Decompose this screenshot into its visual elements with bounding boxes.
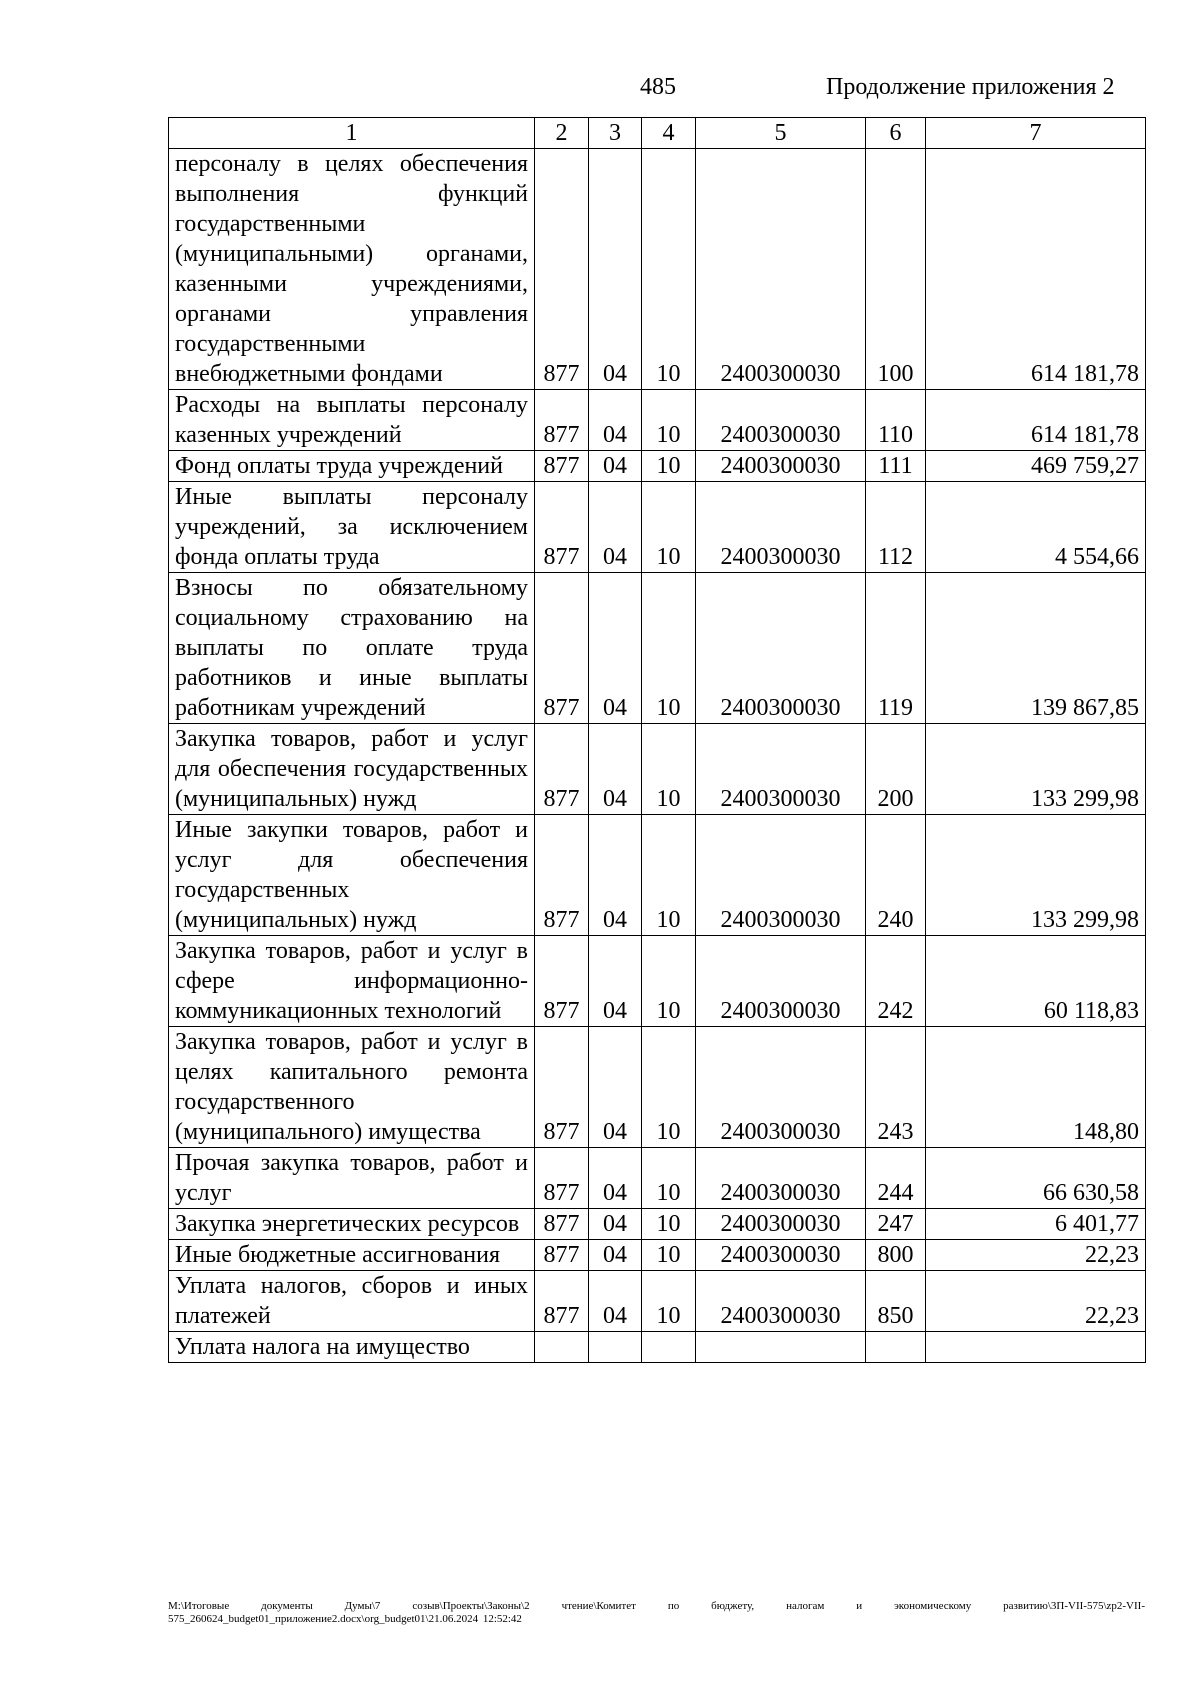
row-cell-c5: 2400300030 — [696, 1148, 866, 1209]
row-cell-c3: 04 — [589, 451, 642, 482]
row-cell-c4: 10 — [642, 1271, 696, 1332]
row-description: Фонд оплаты труда учреждений — [169, 451, 535, 482]
table-row — [169, 936, 1146, 1027]
row-cell-c7: 66 630,58 — [926, 1148, 1146, 1209]
row-cell-c3: 04 — [589, 936, 642, 1027]
row-cell-c3: 04 — [589, 1240, 642, 1271]
row-cell-c6: 243 — [866, 1027, 926, 1148]
row-cell-c6: 111 — [866, 451, 926, 482]
row-cell-c6 — [866, 1332, 926, 1363]
row-cell-c5: 2400300030 — [696, 1240, 866, 1271]
row-description: Закупка товаров, работ и услуг для обеспечения государственных (муниципальных) нужд — [169, 724, 535, 815]
row-cell-c3: 04 — [589, 482, 642, 573]
row-cell-c6: 242 — [866, 936, 926, 1027]
row-cell-c7 — [926, 1332, 1146, 1363]
row-cell-c6: 110 — [866, 390, 926, 451]
table-row — [169, 815, 1146, 936]
row-cell-c3: 04 — [589, 1209, 642, 1240]
row-cell-c4: 10 — [642, 724, 696, 815]
row-description: Закупка энергетических ресурсов — [169, 1209, 535, 1240]
column-header: 4 — [642, 118, 696, 149]
budget-table — [168, 117, 1146, 1363]
row-cell-c4 — [642, 1332, 696, 1363]
row-cell-c4: 10 — [642, 815, 696, 936]
row-cell-c4: 10 — [642, 1240, 696, 1271]
table-row — [169, 149, 1146, 390]
row-cell-c6: 850 — [866, 1271, 926, 1332]
row-cell-c4: 10 — [642, 482, 696, 573]
table-row — [169, 390, 1146, 451]
row-cell-c2: 877 — [535, 815, 589, 936]
row-cell-c6: 244 — [866, 1148, 926, 1209]
column-header: 7 — [926, 118, 1146, 149]
row-cell-c5: 2400300030 — [696, 573, 866, 724]
row-cell-c2: 877 — [535, 1271, 589, 1332]
row-cell-c5: 2400300030 — [696, 482, 866, 573]
table-row — [169, 1240, 1146, 1271]
table-row — [169, 1271, 1146, 1332]
row-cell-c6: 112 — [866, 482, 926, 573]
row-cell-c4: 10 — [642, 149, 696, 390]
row-cell-c2: 877 — [535, 1027, 589, 1148]
row-cell-c6: 100 — [866, 149, 926, 390]
table-row — [169, 573, 1146, 724]
row-cell-c2: 877 — [535, 724, 589, 815]
row-cell-c6: 200 — [866, 724, 926, 815]
row-description: Расходы на выплаты персоналу казенных учреждений — [169, 390, 535, 451]
row-cell-c7: 133 299,98 — [926, 815, 1146, 936]
row-description: Иные бюджетные ассигнования — [169, 1240, 535, 1271]
table-row — [169, 1027, 1146, 1148]
table-row — [169, 1209, 1146, 1240]
row-cell-c5: 2400300030 — [696, 451, 866, 482]
row-cell-c2: 877 — [535, 1209, 589, 1240]
row-cell-c5: 2400300030 — [696, 815, 866, 936]
row-cell-c5 — [696, 1332, 866, 1363]
row-description: Уплата налога на имущество — [169, 1332, 535, 1363]
row-description: Иные закупки товаров, работ и услуг для обеспечения государственных (муниципальных) нужд — [169, 815, 535, 936]
column-header: 3 — [589, 118, 642, 149]
row-cell-c7: 4 554,66 — [926, 482, 1146, 573]
table-row — [169, 482, 1146, 573]
table-row — [169, 451, 1146, 482]
row-cell-c2: 877 — [535, 1240, 589, 1271]
column-header: 6 — [866, 118, 926, 149]
row-cell-c7: 22,23 — [926, 1240, 1146, 1271]
row-cell-c4: 10 — [642, 451, 696, 482]
row-cell-c2 — [535, 1332, 589, 1363]
row-cell-c7: 22,23 — [926, 1271, 1146, 1332]
row-cell-c3: 04 — [589, 390, 642, 451]
row-cell-c2: 877 — [535, 149, 589, 390]
row-cell-c2: 877 — [535, 1148, 589, 1209]
row-cell-c4: 10 — [642, 1148, 696, 1209]
row-cell-c4: 10 — [642, 936, 696, 1027]
table-row — [169, 1148, 1146, 1209]
row-cell-c5: 2400300030 — [696, 724, 866, 815]
row-cell-c7: 469 759,27 — [926, 451, 1146, 482]
row-cell-c3: 04 — [589, 149, 642, 390]
row-description: персоналу в целях обеспечения выполнения функций государственными (муниципальными) органами, казенными учреждениями, органами управления государственными внебюджетными фондами — [169, 149, 535, 390]
row-cell-c2: 877 — [535, 573, 589, 724]
row-cell-c6: 240 — [866, 815, 926, 936]
row-cell-c6: 800 — [866, 1240, 926, 1271]
row-cell-c6: 119 — [866, 573, 926, 724]
table-row — [169, 1332, 1146, 1363]
row-cell-c7: 133 299,98 — [926, 724, 1146, 815]
row-cell-c7: 614 181,78 — [926, 390, 1146, 451]
table-row — [169, 724, 1146, 815]
row-cell-c4: 10 — [642, 390, 696, 451]
row-cell-c4: 10 — [642, 1209, 696, 1240]
row-cell-c3 — [589, 1332, 642, 1363]
continuation-heading: Продолжение приложения 2 — [826, 74, 1115, 100]
row-cell-c4: 10 — [642, 573, 696, 724]
row-cell-c5: 2400300030 — [696, 149, 866, 390]
row-description: Закупка товаров, работ и услуг в целях капитального ремонта государственного (муниципального) имущества — [169, 1027, 535, 1148]
row-cell-c7: 148,80 — [926, 1027, 1146, 1148]
row-cell-c3: 04 — [589, 1271, 642, 1332]
row-cell-c7: 60 118,83 — [926, 936, 1146, 1027]
header-row — [169, 118, 1146, 149]
row-cell-c7: 614 181,78 — [926, 149, 1146, 390]
row-cell-c2: 877 — [535, 936, 589, 1027]
row-cell-c5: 2400300030 — [696, 936, 866, 1027]
row-description: Взносы по обязательному социальному страхованию на выплаты по оплате труда работников и иные выплаты работникам учреждений — [169, 573, 535, 724]
row-cell-c5: 2400300030 — [696, 1271, 866, 1332]
column-header: 2 — [535, 118, 589, 149]
row-cell-c3: 04 — [589, 1027, 642, 1148]
footer-file-path: M:\Итоговые документы Думы\7 созыв\Проекты\Законы\2 чтение\Комитет по бюджету, налогам и экономическому развитию\3П-VII-575\zp2-VII-575_260624_budget01_приложение2.docx\org_budget01\21.06.2024 12:52:42 — [168, 1600, 1145, 1625]
row-cell-c3: 04 — [589, 573, 642, 724]
row-cell-c2: 877 — [535, 482, 589, 573]
row-description: Иные выплаты персоналу учреждений, за исключением фонда оплаты труда — [169, 482, 535, 573]
row-cell-c7: 6 401,77 — [926, 1209, 1146, 1240]
row-description: Прочая закупка товаров, работ и услуг — [169, 1148, 535, 1209]
row-cell-c7: 139 867,85 — [926, 573, 1146, 724]
row-cell-c5: 2400300030 — [696, 390, 866, 451]
row-cell-c2: 877 — [535, 390, 589, 451]
row-description: Закупка товаров, работ и услуг в сфере информационно-коммуникационных технологий — [169, 936, 535, 1027]
row-cell-c3: 04 — [589, 724, 642, 815]
row-cell-c2: 877 — [535, 451, 589, 482]
row-cell-c3: 04 — [589, 1148, 642, 1209]
page-number: 485 — [640, 74, 676, 100]
row-description: Уплата налогов, сборов и иных платежей — [169, 1271, 535, 1332]
row-cell-c4: 10 — [642, 1027, 696, 1148]
row-cell-c5: 2400300030 — [696, 1027, 866, 1148]
row-cell-c6: 247 — [866, 1209, 926, 1240]
row-cell-c3: 04 — [589, 815, 642, 936]
column-header: 5 — [696, 118, 866, 149]
row-cell-c5: 2400300030 — [696, 1209, 866, 1240]
column-header: 1 — [169, 118, 535, 149]
